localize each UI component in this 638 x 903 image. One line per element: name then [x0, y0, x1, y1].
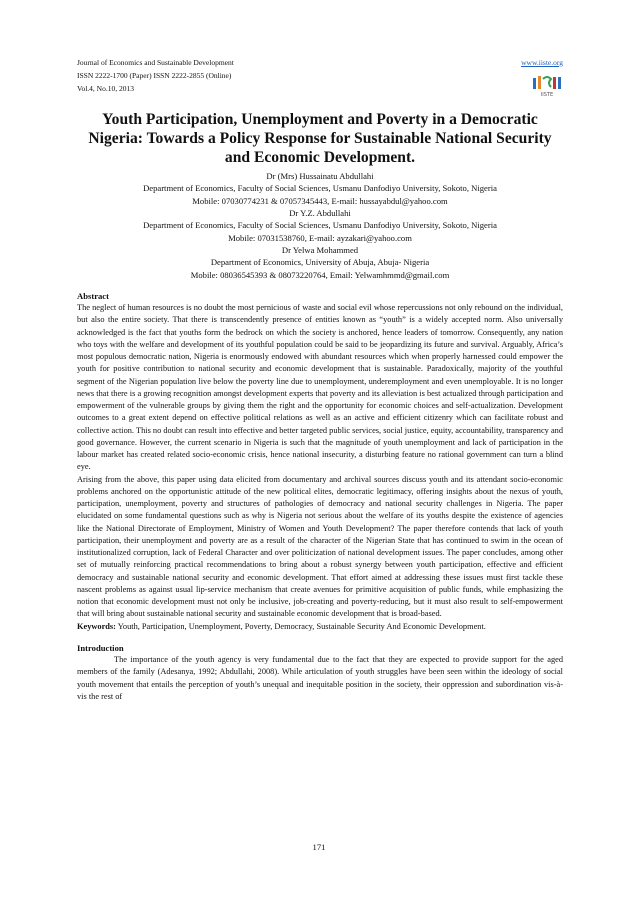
journal-header	[77, 57, 563, 98]
page	[77, 0, 563, 703]
abstract-heading: Abstract	[77, 290, 109, 301]
author-line: Mobile: 07031538760, E-mail: ayzakari@yahoo.com	[228, 232, 412, 243]
journal-name: Journal of Economics and Sustainable Development	[77, 58, 234, 67]
keywords	[77, 621, 563, 633]
iiste-logo	[531, 69, 563, 101]
introduction-body	[77, 654, 563, 703]
volume: Vol.4, No.10, 2013	[77, 83, 134, 93]
abstract-body	[77, 302, 563, 633]
keywords-text: Youth, Participation, Unemployment, Poverty, Democracy, Sustainable Security And Economic Development.	[115, 621, 486, 631]
author-line: Mobile: 07030774231 & 07057345443, E-mail: hussayabdul@yahoo.com	[192, 195, 448, 206]
author-line: Mobile: 08036545393 & 08073220764, Email: Yelwamhmmd@gmail.com	[190, 269, 450, 280]
author-line: Dr (Mrs) Hussainatu Abdullahi	[266, 171, 374, 182]
abstract-paragraph: Arising from the above, this paper using data elicited from documentary and archival sources discuss youth and its attendant socio-economic problems anchored on the opportunistic attitude of the new political elites, democratic legitimacy, offering insights about the nexus of youth, participation, unemployment, poverty and structures of pathologies of democracy and national security challenges in Nigeria. The paper elucidated on some fundamental questions such as why is Nigeria not serious about the welfare of its youths despite the existence of agencies like the National Directorate of Employment, Ministry of Women and Youth Development? The paper therefore contends that lack of youth participation, their unemployment and poverty are as a result of the character of the Nigerian State that has continued to swim in the ocean of institutionalized corruption, lack of Federal Character and over politicization of national development issues. The paper concludes, among other set of mutually reinforcing practical recommendations to bring about a robust synergy between youth participation, effective and efficient democracy and sustainable national security and economic development. That effort aimed at addressing these issues must first tackle these nascent problems as against usual lip-service mechanism that create avenues for primitive acquisition of public funds, while emphasizing the notion that economic development must not only be inclusive, job-creating and poverty-reducing, but it must also result to self-empowerment that will bring about sustainable national security and sustainable economic development that is broad-based.	[77, 474, 563, 619]
author-line: Department of Economics, Faculty of Social Sciences, Usmanu Danfodiyo University, Sokoto, Nigeria	[143, 220, 497, 231]
author-block	[77, 170, 563, 281]
paper-title: Youth Participation, Unemployment and Poverty in a Democratic Nigeria: Towards a Policy Response for Sustainable National Security and Economic Development.	[88, 111, 552, 166]
author-line: Dr Yelwa Mohammed	[281, 244, 359, 255]
author-line: Department of Economics, Faculty of Social Sciences, Usmanu Danfodiyo University, Sokoto, Nigeria	[143, 183, 497, 194]
introduction-heading: Introduction	[77, 642, 124, 653]
author-line: Dr Y.Z. Abdullahi	[289, 208, 351, 219]
journal-url-link[interactable]: www.iiste.org	[521, 58, 563, 67]
page-number: 171	[312, 842, 326, 852]
introduction-paragraph: The importance of the youth agency is very fundamental due to the fact that they are expected to provide support for the aged members of the family (Adesanya, 1992; Abdullahi, 2008). While articulation of youth struggles have been seen within the ideology of social youth movement that entails the perception of youth’s unequal and inequitable position in the society, their oppression and subordination vis-à-vis the rest of	[77, 655, 563, 701]
abstract-paragraph: The neglect of human resources is no doubt the most pernicious of waste and social evil whose repercussions not only rebound on the individual, but also the entire society. That there is transcendently presence of entities known as “youth” is a widely accepted norm. Also universally acknowledged is the fact that youths form the bedrock on which the society is anchored, hence leaders of tomorrow. Consequently, any nation who toys with the welfare and development of its youthful population could be said to be jeopardizing its future and survival. Arguably, Africa’s most populous democratic nation, Nigeria is enormously endowed with abundant resources which when properly harnessed could empower the youth for positive contribution to national security and economic development that is sustainable. Paradoxically, majority of the youthful segment of the Nigerian population live below the poverty line due to unemployment, underemployment and even unemployable. It is no longer news that there is a growing recognition amongst development experts that poverty and its alleviation is best actualized through participation and empowerment of the vulnerable groups by giving them the right and the opportunity for economic choices and self-actualization. Development outcomes to a great extent depend on effective political relations as well as an active and efficient citizenry which can facilitate robust and collective action. This no doubt can result into effective and better targeted public services, social justice, equity, accountability, transparency and good governance. However, the current scenario in Nigeria is such that the magnitude of youth unemployment and lack of participation in the labour market has created related socio-economic crisis, hence national insecurity, a disturbing feature no rational government can turn a blind eye.	[77, 303, 563, 472]
keywords-label: Keywords:	[77, 621, 116, 631]
svg-text:IISTE: IISTE	[540, 92, 554, 98]
author-line: Department of Economics, University of Abuja, Abuja- Nigeria	[210, 257, 430, 268]
issn: ISSN 2222-1700 (Paper) ISSN 2222-2855 (Online)	[77, 70, 232, 80]
